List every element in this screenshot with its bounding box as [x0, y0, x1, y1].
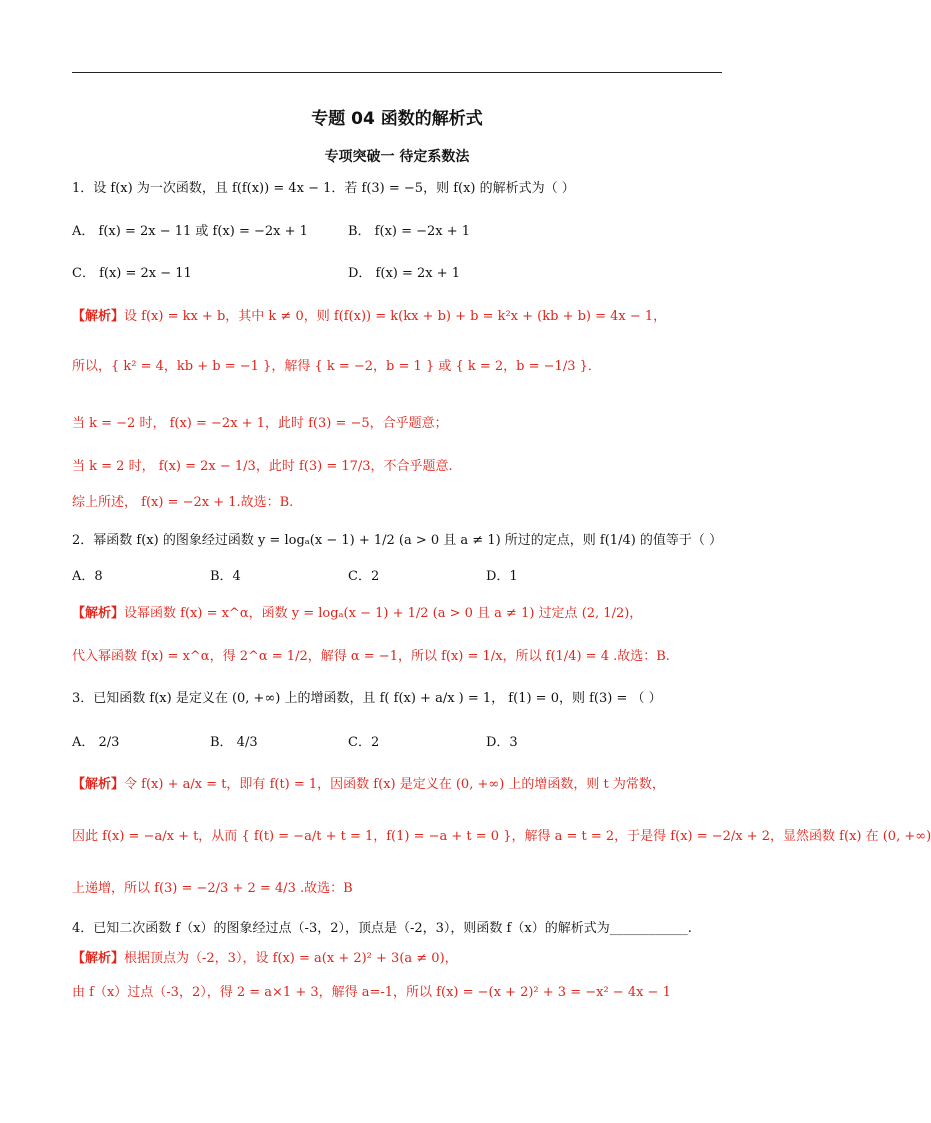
q3-solution-line-3: 上递增，所以 f(3) = −2/3 + 2 = 4/3 .故选：B: [72, 881, 353, 896]
solution-tag: 【解析】: [72, 309, 125, 324]
q1-solution-line-2: 所以，{ k² = 4，kb + b = −1 }，解得 { k = −2，b = 1 } 或 { k = 2，b = −1/3 }．: [72, 359, 601, 374]
q2-solution-line-1: 【解析】设幂函数 f(x) = x^α，函数 y = logₐ(x − 1) + 1/2 (a > 0 且 a ≠ 1) 过定点 (2, 1/2)，: [72, 606, 643, 621]
question-3-stem: 3．已知函数 f(x) 是定义在 (0, +∞) 上的增函数，且 f( f(x) + a/x ) = 1， f(1) = 0，则 f(3) = （ ）: [72, 691, 662, 706]
q4-solution-line-2: 由 f（x）过点（-3，2），得 2 = a×1 + 3，解得 a=-1，所以 f(x) = −(x + 2)² + 3 = −x² − 4x − 1: [72, 985, 671, 1000]
q2-option-b: B．4: [210, 569, 241, 584]
question-2-stem: 2．幂函数 f(x) 的图象经过函数 y = logₐ(x − 1) + 1/2 (a > 0 且 a ≠ 1) 所过的定点，则 f(1/4) 的值等于（ ）: [72, 533, 723, 548]
q3-option-a: A． 2/3: [72, 735, 120, 750]
q3-solution-line-1: 【解析】令 f(x) + a/x = t，即有 f(t) = 1，因函数 f(x) 是定义在 (0, +∞) 上的增函数，则 t 为常数，: [72, 777, 665, 792]
q3-option-c: C．2: [348, 735, 380, 750]
solution-tag: 【解析】: [72, 777, 125, 792]
q2-solution-line-2: 代入幂函数 f(x) = x^α，得 2^α = 1/2，解得 α = −1，所以 f(x) = 1/x，所以 f(1/4) = 4 .故选：B.: [72, 649, 670, 664]
q1-option-b: B． f(x) = −2x + 1: [348, 224, 471, 239]
header-rule: [72, 72, 722, 73]
section-subtitle: 专项突破一 待定系数法: [324, 149, 470, 165]
q1-option-d: D． f(x) = 2x + 1: [348, 266, 461, 281]
q1-solution-line-3: 当 k = −2 时， f(x) = −2x + 1，此时 f(3) = −5，合乎题意；: [72, 416, 448, 431]
q2-option-c: C．2: [348, 569, 380, 584]
page-title: 专题 04 函数的解析式: [311, 109, 483, 129]
q1-solution-line-5: 综上所述， f(x) = −2x + 1.故选：B.: [72, 495, 294, 510]
q4-solution-line-1: 【解析】根据顶点为（-2，3），设 f(x) = a(x + 2)² + 3(a ≠ 0)，: [72, 951, 458, 966]
q1-option-c: C． f(x) = 2x − 11: [72, 266, 192, 281]
q1-option-a: A． f(x) = 2x − 11 或 f(x) = −2x + 1: [72, 224, 308, 239]
q1-solution-line-4: 当 k = 2 时， f(x) = 2x − 1/3，此时 f(3) = 17/3，不合乎题意.: [72, 459, 453, 474]
solution-tag: 【解析】: [72, 606, 125, 621]
q3-solution-line-2: 因此 f(x) = −a/x + t，从而 { f(t) = −a/t + t = 1，f(1) = −a + t = 0 }，解得 a = t = 2，于是得 f(x) = −2/x + 2，显然函数 f(x) 在 (0, +∞): [72, 829, 931, 844]
q2-option-d: D．1: [486, 569, 518, 584]
solution-tag: 【解析】: [72, 951, 125, 966]
q2-option-a: A．8: [72, 569, 103, 584]
q3-option-d: D．3: [486, 735, 518, 750]
question-1-stem: 1．设 f(x) 为一次函数，且 f(f(x)) = 4x − 1．若 f(3) = −5，则 f(x) 的解析式为（ ）: [72, 181, 575, 196]
q3-option-b: B． 4/3: [210, 735, 258, 750]
q1-solution-line-1: 【解析】设 f(x) = kx + b，其中 k ≠ 0，则 f(f(x)) = k(kx + b) + b = k²x + (kb + b) = 4x − 1，: [72, 309, 667, 324]
question-4-stem: 4．已知二次函数 f（x）的图象经过点（-3，2），顶点是（-2，3），则函数 f（x）的解析式为____________.: [72, 921, 692, 936]
